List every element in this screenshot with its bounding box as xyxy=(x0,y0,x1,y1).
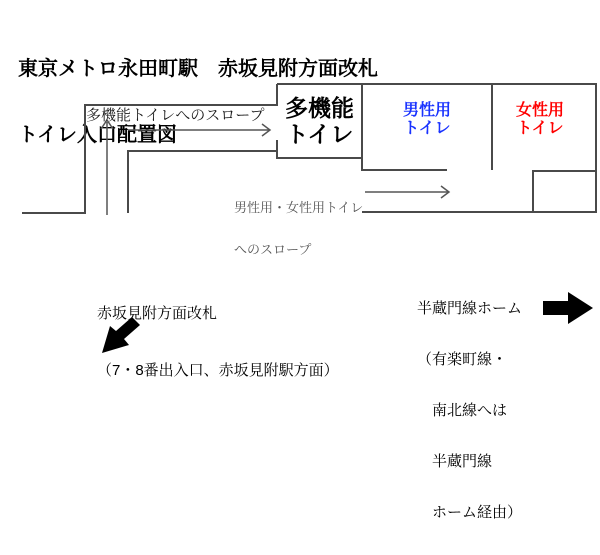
womens-toilet-room-label xyxy=(484,102,596,138)
up-arrow xyxy=(101,120,113,215)
gate-label-line1: 赤坂見附方面改札 xyxy=(97,305,218,322)
mens-toilet-line2: トイレ xyxy=(403,120,451,137)
platform-direction-arrow-icon xyxy=(543,292,593,324)
platform-label-line1: 半蔵門線ホーム xyxy=(417,300,523,317)
slope-multi-arrow xyxy=(128,124,270,136)
platform-label-line3: 南北線へは xyxy=(417,402,508,419)
akasaka-mitsuke-gate-label xyxy=(97,266,339,418)
platform-label-line5: ホーム経由） xyxy=(417,504,523,521)
womens-toilet-line1: 女性用 xyxy=(515,102,564,119)
slope-mens-womens-arrow xyxy=(365,186,449,198)
multi-toilet-line1: 多機能 xyxy=(285,95,354,121)
platform-label-line2: （有楽町線・ xyxy=(417,351,508,368)
slope-mw-line2: へのスロープ xyxy=(234,242,312,257)
gate-label-line2: （7・8番出入口、赤坂見附駅方面） xyxy=(97,362,339,379)
page-title-line1: 東京メトロ永田町駅 赤坂見附方面改札 xyxy=(18,58,378,80)
mens-toilet-line1: 男性用 xyxy=(402,102,451,119)
multi-toilet-line2: トイレ xyxy=(285,121,354,147)
page-title-line2: トイレ入口配置図 xyxy=(18,124,177,146)
multi-function-toilet-room-label xyxy=(277,84,362,158)
slope-to-multi-toilet-label: 多機能トイレへのスロープ xyxy=(86,107,265,124)
slope-mw-line1: 男性用・女性用トイレ xyxy=(234,200,364,215)
hanzomon-platform-label xyxy=(417,266,522,555)
womens-toilet-line2: トイレ xyxy=(516,120,564,137)
mens-toilet-room-label xyxy=(362,102,492,138)
platform-label-line4: 半蔵門線 xyxy=(417,453,493,470)
